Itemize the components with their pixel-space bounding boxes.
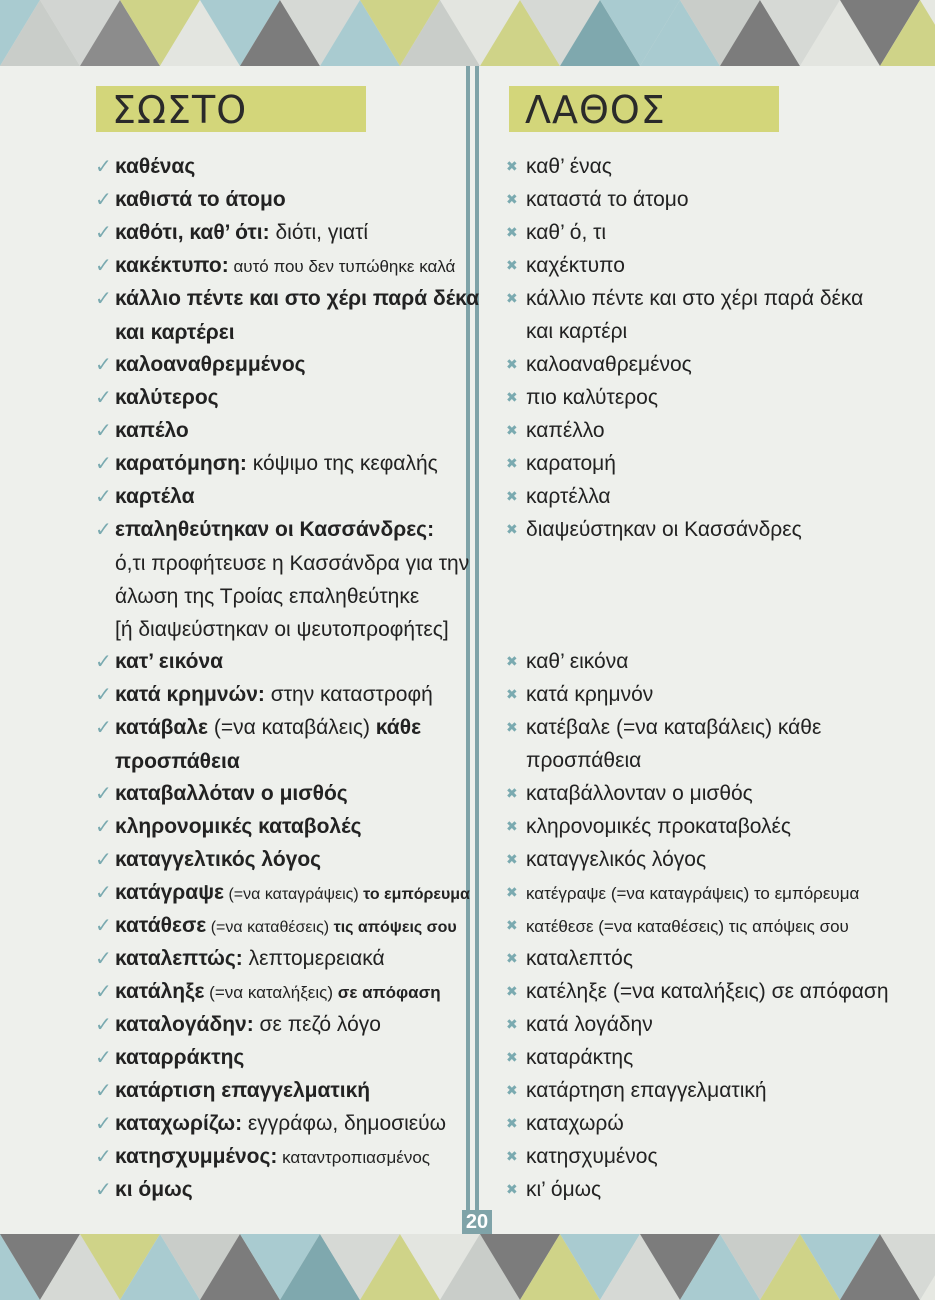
checkmark-icon: ✓ — [95, 948, 112, 970]
wrong-item: ✖ κι’ όμως — [506, 1173, 916, 1206]
checkmark-icon: ✓ — [95, 783, 112, 805]
correct-item: ✓ κι όμως — [95, 1173, 467, 1207]
cross-icon: ✖ — [506, 1115, 518, 1131]
wrong-item: ✖ καπέλλο — [506, 414, 916, 447]
checkmark-icon: ✓ — [95, 816, 112, 838]
page-number: 20 — [462, 1210, 492, 1234]
correct-item: ✓ καθιστά το άτομο — [95, 183, 467, 217]
checkmark-icon: ✓ — [95, 915, 112, 937]
correct-item: ✓ καπέλο — [95, 414, 467, 448]
cross-icon: ✖ — [506, 719, 518, 735]
checkmark-icon: ✓ — [95, 420, 112, 442]
correct-item: ✓ καταρράκτης — [95, 1041, 467, 1075]
checkmark-icon: ✓ — [95, 684, 112, 706]
correct-item: ✓ κατάρτιση επαγγελματική — [95, 1074, 467, 1108]
cross-icon: ✖ — [506, 1148, 518, 1164]
correct-item: ✓ κατάγραψε (=να καταγράψεις) το εμπόρευμα — [95, 876, 467, 911]
wrong-item: ✖ κατάρτηση επαγγελματική — [506, 1074, 916, 1107]
correct-item: ✓ καταλεπτώς: λεπτομερειακά — [95, 942, 467, 976]
correct-item: ✓ καθότι, καθ’ ότι: διότι, γιατί — [95, 216, 467, 250]
correct-item: ✓ κάλλιο πέντε και στο χέρι παρά δέκα και καρτέρει — [95, 282, 467, 349]
cross-icon: ✖ — [506, 488, 518, 504]
correct-item: ✓ καρατόμηση: κόψιμο της κεφαλής — [95, 447, 467, 481]
checkmark-icon: ✓ — [95, 222, 112, 244]
wrong-header — [509, 86, 779, 132]
checkmark-icon: ✓ — [95, 717, 112, 739]
checkmark-icon: ✓ — [95, 981, 112, 1003]
correct-item: ✓ κατ’ εικόνα — [95, 645, 467, 679]
wrong-item: ✖ καλοαναθρεμένος — [506, 348, 916, 381]
wrong-item: ✖ καταράκτης — [506, 1041, 916, 1074]
checkmark-icon: ✓ — [95, 1146, 112, 1168]
cross-icon: ✖ — [506, 884, 518, 900]
wrong-item: ✖ καταστά το άτομο — [506, 183, 916, 216]
checkmark-icon: ✓ — [95, 519, 112, 541]
wrong-item: ✖ κατέληξε (=να καταλήξεις) σε απόφαση — [506, 975, 916, 1008]
cross-icon: ✖ — [506, 356, 518, 372]
checkmark-icon: ✓ — [95, 354, 112, 376]
checkmark-icon: ✓ — [95, 1179, 112, 1201]
wrong-item: ✖ κατέγραψε (=να καταγράψεις) το εμπόρευμα — [506, 876, 916, 910]
wrong-item: ✖ πιο καλύτερος — [506, 381, 916, 414]
checkmark-icon: ✓ — [95, 651, 112, 673]
cross-icon: ✖ — [506, 950, 518, 966]
cross-icon: ✖ — [506, 1016, 518, 1032]
wrong-header-label: ΛΑΘΟΣ — [525, 88, 666, 132]
cross-icon: ✖ — [506, 455, 518, 471]
checkmark-icon: ✓ — [95, 1113, 112, 1135]
cross-icon: ✖ — [506, 917, 518, 933]
correct-item: ✓ καταχωρίζω: εγγράφω, δημοσιεύω — [95, 1107, 467, 1141]
checkmark-icon: ✓ — [95, 255, 112, 277]
correct-item: ✓ καρτέλα — [95, 480, 467, 514]
correct-item: ✓ καταλογάδην: σε πεζό λόγο — [95, 1008, 467, 1042]
cross-icon: ✖ — [506, 983, 518, 999]
checkmark-icon: ✓ — [95, 882, 112, 904]
wrong-item: ✖ κατησχυμένος — [506, 1140, 916, 1173]
cross-icon: ✖ — [506, 785, 518, 801]
wrong-item: ✖ κληρονομικές προκαταβολές — [506, 810, 916, 843]
correct-item: ✓ κληρονομικές καταβολές — [95, 810, 467, 844]
wrong-item: ✖ καθ’ ό, τι — [506, 216, 916, 249]
correct-item: ✓ καθένας — [95, 150, 467, 184]
wrong-item: ✖ κατά κρημνόν — [506, 678, 916, 711]
cross-icon: ✖ — [506, 851, 518, 867]
wrong-item: ✖ καθ’ ένας — [506, 150, 916, 183]
wrong-item: ✖ κάλλιο πέντε και στο χέρι παρά δέκα και καρτέρι — [506, 282, 916, 348]
wrong-item: ✖ καταχωρώ — [506, 1107, 916, 1140]
correct-item: ✓ καλοαναθρεμμένος — [95, 348, 467, 382]
checkmark-icon: ✓ — [95, 1014, 112, 1036]
correct-item: ✓ κατά κρημνών: στην καταστροφή — [95, 678, 467, 712]
correct-item: ✓ κατάληξε (=να καταλήξεις) σε απόφαση — [95, 975, 467, 1009]
wrong-item: ✖ καρατομή — [506, 447, 916, 480]
wrong-item: ✖ καταλεπτός — [506, 942, 916, 975]
correct-item: ✓ κατάβαλε (=να καταβάλεις) κάθε προσπάθεια — [95, 711, 467, 778]
cross-icon: ✖ — [506, 818, 518, 834]
correct-item: ✓ κατησχυμμένος: καταντροπιασμένος — [95, 1140, 467, 1174]
wrong-item: ✖ κατέβαλε (=να καταβάλεις) κάθε προσπάθεια — [506, 711, 916, 777]
cross-icon: ✖ — [506, 653, 518, 669]
cross-icon: ✖ — [506, 158, 518, 174]
checkmark-icon: ✓ — [95, 156, 112, 178]
wrong-item: ✖ κατέθεσε (=να καταθέσεις) τις απόψεις σου — [506, 909, 916, 943]
bottom-triangle-band — [0, 1234, 935, 1300]
cross-icon: ✖ — [506, 389, 518, 405]
correct-item: ✓ καταβαλλόταν ο μισθός — [95, 777, 467, 811]
top-triangle-band — [0, 0, 935, 66]
cross-icon: ✖ — [506, 686, 518, 702]
cross-icon: ✖ — [506, 1082, 518, 1098]
checkmark-icon: ✓ — [95, 288, 112, 310]
wrong-item: ✖ καθ’ εικόνα — [506, 645, 916, 678]
wrong-item: ✖ καρτέλλα — [506, 480, 916, 513]
checkmark-icon: ✓ — [95, 486, 112, 508]
correct-item: ✓ καταγγελτικός λόγος — [95, 843, 467, 877]
checkmark-icon: ✓ — [95, 849, 112, 871]
cross-icon: ✖ — [506, 422, 518, 438]
wrong-item: ✖ κατά λογάδην — [506, 1008, 916, 1041]
cross-icon: ✖ — [506, 1181, 518, 1197]
wrong-item: ✖ καταγγελικός λόγος — [506, 843, 916, 876]
cross-icon: ✖ — [506, 224, 518, 240]
checkmark-icon: ✓ — [95, 453, 112, 475]
correct-header — [96, 86, 366, 132]
cross-icon: ✖ — [506, 290, 518, 306]
cross-icon: ✖ — [506, 257, 518, 273]
cross-icon: ✖ — [506, 521, 518, 537]
cross-icon: ✖ — [506, 1049, 518, 1065]
column-divider — [466, 66, 484, 1234]
correct-item: ✓ κακέκτυπο: αυτό που δεν τυπώθηκε καλά — [95, 249, 467, 283]
correct-item: ✓ καλύτερος — [95, 381, 467, 415]
correct-item: ✓ επαληθεύτηκαν οι Κασσάνδρες: ό,τι προφήτευσε η Κασσάνδρα για την άλωση της Τροίας επαληθεύτηκε [ή διαψεύστηκαν οι ψευτοπροφήτες] — [95, 513, 467, 646]
checkmark-icon: ✓ — [95, 189, 112, 211]
checkmark-icon: ✓ — [95, 387, 112, 409]
wrong-item: ✖ διαψεύστηκαν οι Κασσάνδρες — [506, 513, 916, 546]
checkmark-icon: ✓ — [95, 1047, 112, 1069]
wrong-item: ✖ καταβάλλονταν ο μισθός — [506, 777, 916, 810]
correct-item: ✓ κατάθεσε (=να καταθέσεις) τις απόψεις σου — [95, 909, 467, 944]
checkmark-icon: ✓ — [95, 1080, 112, 1102]
cross-icon: ✖ — [506, 191, 518, 207]
wrong-item: ✖ καχέκτυπο — [506, 249, 916, 282]
correct-header-label: ΣΩΣΤΟ — [112, 88, 248, 132]
